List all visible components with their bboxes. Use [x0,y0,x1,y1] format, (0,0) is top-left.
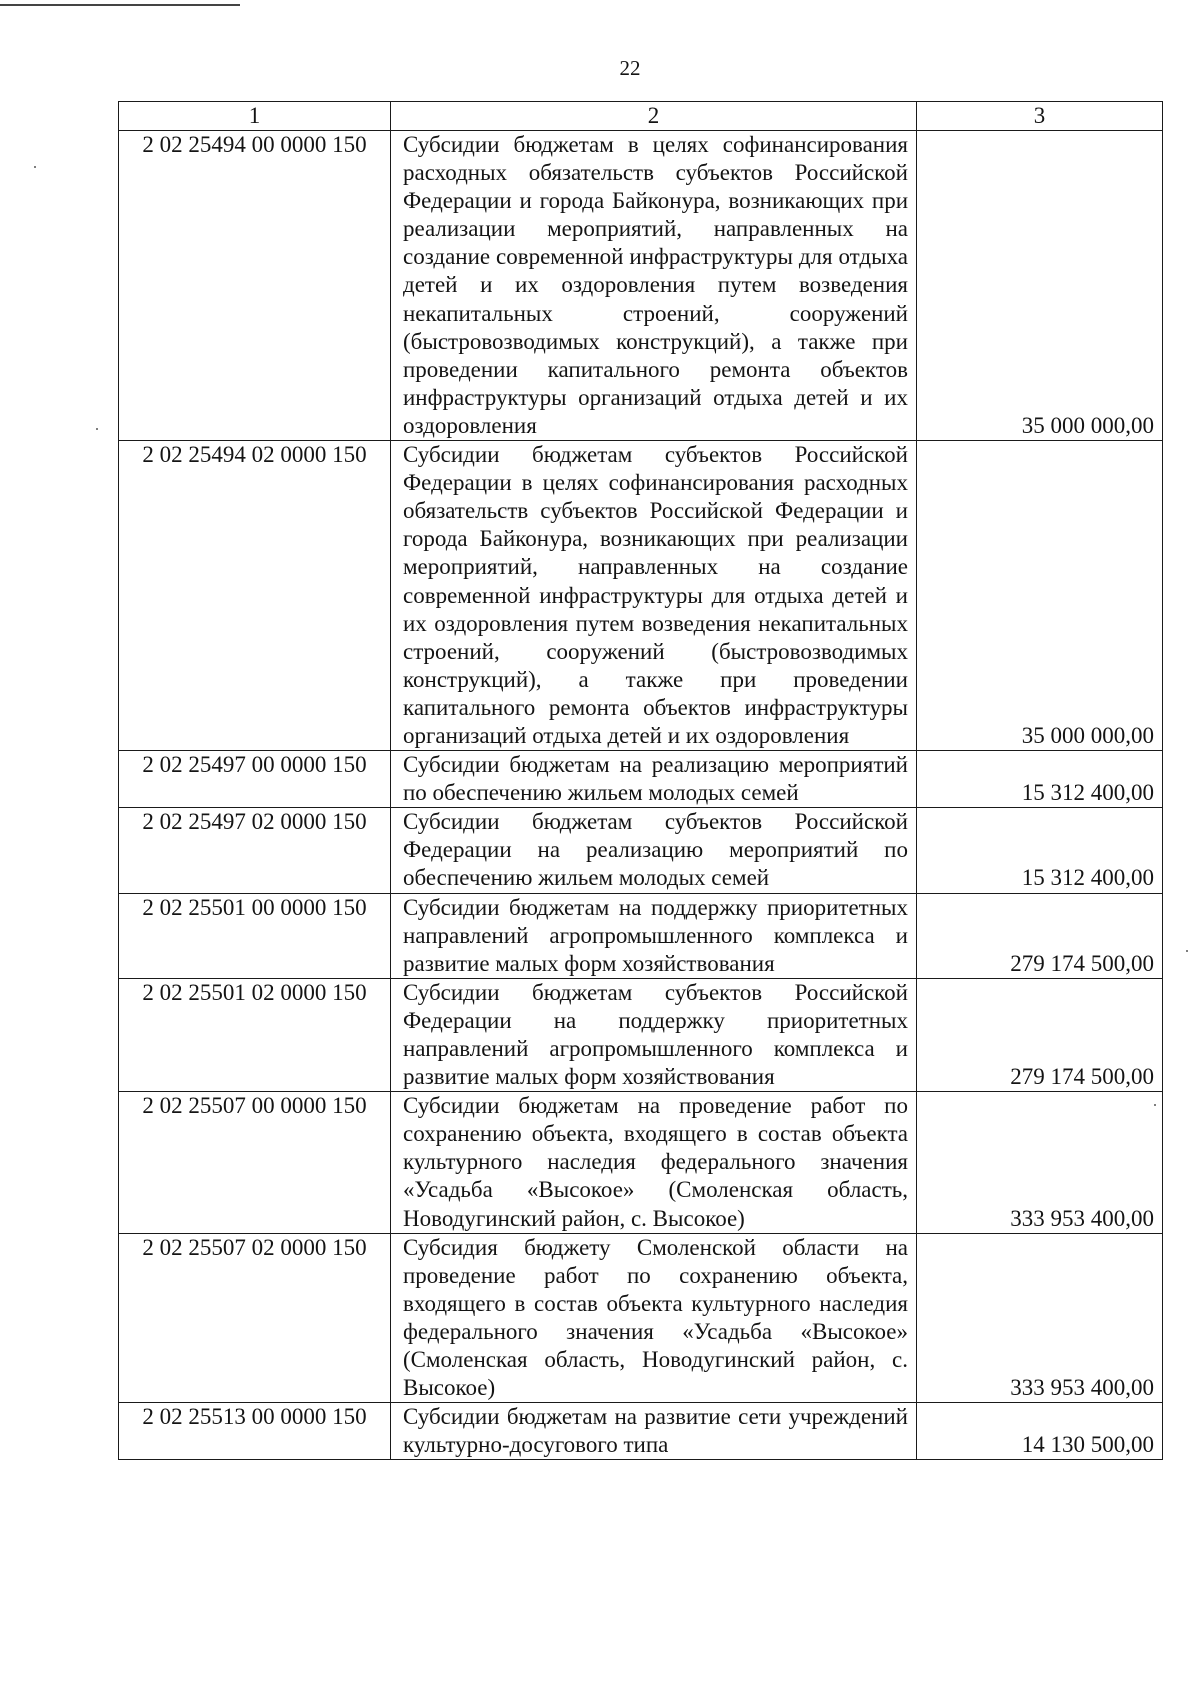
budget-code: 2 02 25513 00 0000 150 [119,1403,391,1460]
table-row [119,1092,1163,1233]
table-row [119,441,1163,751]
budget-code: 2 02 25507 02 0000 150 [119,1233,391,1403]
row-description: Субсидии бюджетам субъектов Российской Федерации в целях софинансирования расходных обязательств субъектов Российской Федерации и города Байконура, возникающих при реализации мероприятий, направленных на создание современной инфраструктуры для отдыха детей и их оздоровления путем возведения некапитальных строений, сооружений (быстровозводимых конструкций), а также при проведении капитального ремонта объектов инфраструктуры организаций отдыха детей и их оздоровления [391,441,917,751]
table-row [119,808,1163,893]
row-amount: 15 312 400,00 [917,751,1163,808]
table-row [119,751,1163,808]
scan-edge-line [0,4,240,6]
row-amount: 15 312 400,00 [917,808,1163,893]
row-amount: 35 000 000,00 [917,131,1163,441]
table-row [119,131,1163,441]
budget-code: 2 02 25497 02 0000 150 [119,808,391,893]
row-description: Субсидия бюджету Смоленской области на проведение работ по сохранению объекта, входящего в состав объекта культурного наследия федерального значения «Усадьба «Высокое» (Смоленская область, Новодугинский район, с. Высокое) [391,1233,917,1403]
table-header-row [119,102,1163,131]
table-row [119,1403,1163,1460]
page-number: 22 [619,56,641,80]
budget-code: 2 02 25494 00 0000 150 [119,131,391,441]
budget-code: 2 02 25497 00 0000 150 [119,751,391,808]
row-amount: 279 174 500,00 [917,893,1163,978]
row-amount: 333 953 400,00 [917,1233,1163,1403]
row-description: Субсидии бюджетам на проведение работ по сохранению объекта, входящего в состав объекта культурного наследия федерального значения «Усадьба «Высокое» (Смоленская область, Новодугинский район, с. Высокое) [391,1092,917,1233]
row-description: Субсидии бюджетам в целях софинансирования расходных обязательств субъектов Российской Федерации и города Байконура, возникающих при реализации мероприятий, направленных на создание современной инфраструктуры для отдыха детей и их оздоровления путем возведения некапитальных строений, сооружений (быстровозводимых конструкций), а также при проведении капитального ремонта объектов инфраструктуры организаций отдыха детей и их оздоровления [391,131,917,441]
row-amount: 35 000 000,00 [917,441,1163,751]
row-amount: 279 174 500,00 [917,978,1163,1091]
scan-speck [34,166,36,168]
row-description: Субсидии бюджетам субъектов Российской Федерации на реализацию мероприятий по обеспечению жильем молодых семей [391,808,917,893]
table-row [119,1233,1163,1403]
table-row [119,978,1163,1091]
scan-speck [1186,950,1188,952]
column-header-3: 3 [917,102,1163,131]
budget-code: 2 02 25494 02 0000 150 [119,441,391,751]
row-amount: 14 130 500,00 [917,1403,1163,1460]
budget-code: 2 02 25501 02 0000 150 [119,978,391,1091]
column-header-2: 2 [391,102,917,131]
budget-revenue-table [118,101,1163,1460]
row-amount: 333 953 400,00 [917,1092,1163,1233]
row-description: Субсидии бюджетам на развитие сети учреждений культурно-досугового типа [391,1403,917,1460]
row-description: Субсидии бюджетам субъектов Российской Федерации на поддержку приоритетных направлений агропромышленного комплекса и развитие малых форм хозяйствования [391,978,917,1091]
column-header-1: 1 [119,102,391,131]
budget-code: 2 02 25507 00 0000 150 [119,1092,391,1233]
row-description: Субсидии бюджетам на реализацию мероприятий по обеспечению жильем молодых семей [391,751,917,808]
budget-code: 2 02 25501 00 0000 150 [119,893,391,978]
table-row [119,893,1163,978]
scan-speck [1154,1104,1156,1106]
row-description: Субсидии бюджетам на поддержку приоритетных направлений агропромышленного комплекса и развитие малых форм хозяйствования [391,893,917,978]
scan-speck [96,428,98,430]
